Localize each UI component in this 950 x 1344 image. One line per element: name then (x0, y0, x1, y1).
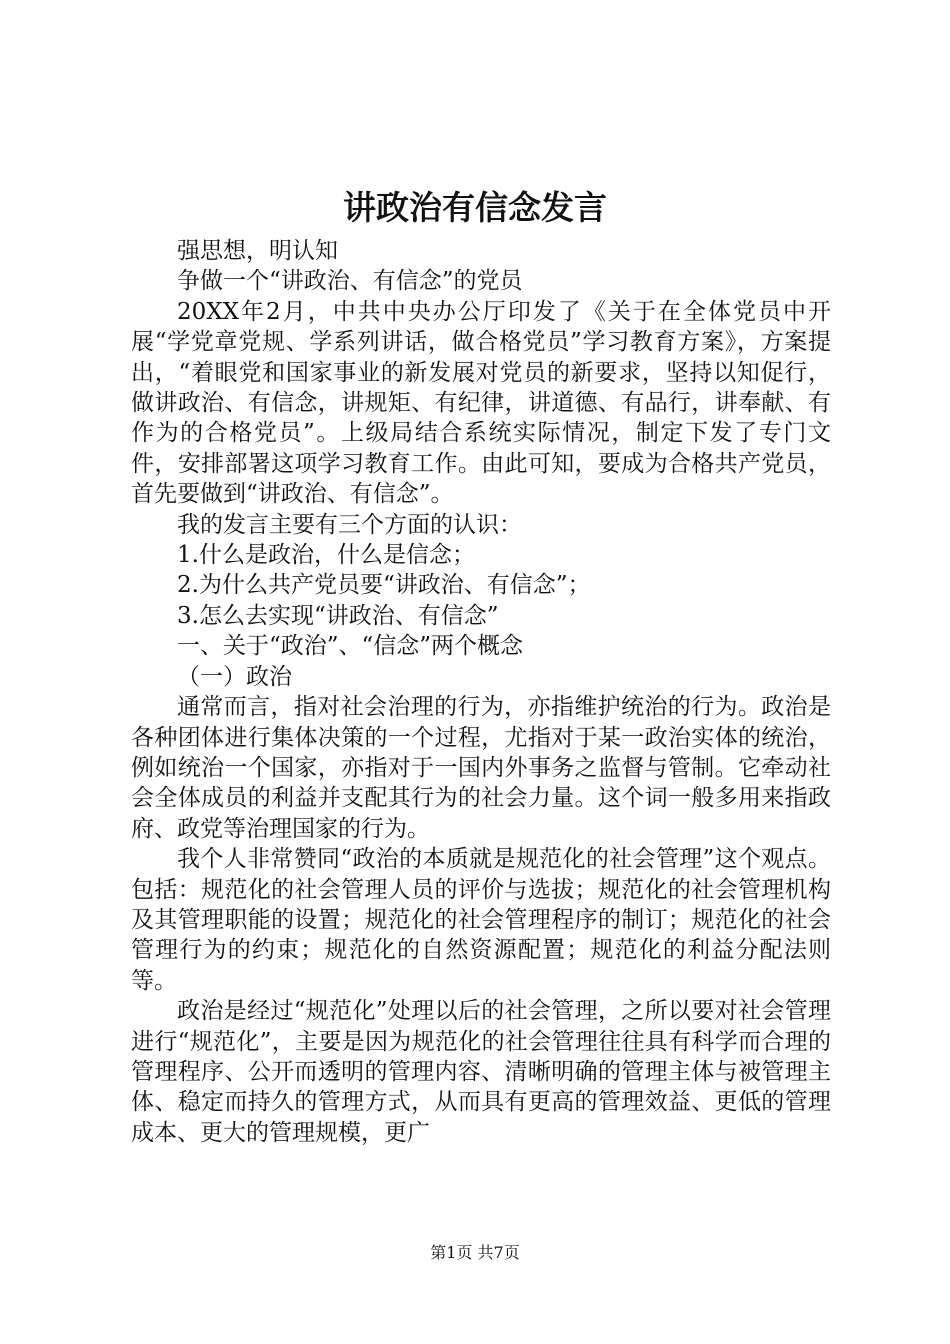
paragraph: 我的发言主要有三个方面的认识： (177, 511, 522, 538)
paragraph: 通常而言，指对社会治理的行为，亦指维护统治的行为。政治是各种团体进行集体决策的一个过程，尤指对于某一政治实体的统治，例如统治一个国家，亦指对于一国内外事务之监督与管制。它牵动社会全体成员的利益并支配其行为的社会力量。这个词一般多用来指政府、政党等治理国家的行为。 (131, 694, 831, 842)
paragraph: 3.怎么去实现“讲政治、有信念” (177, 602, 499, 629)
document-body (131, 236, 831, 1148)
paragraph: 政治是经过“规范化”处理以后的社会管理，之所以要对社会管理进行“规范化”，主要是因为规范化的社会管理往往具有科学而合理的管理程序、公开而透明的管理内容、清晰明确的管理主体与被管理主体、稳定而持久的管理方式，从而具有更高的管理效益、更低的管理成本、更大的管理规模，更广 (131, 998, 831, 1146)
page-footer: 第1页 共7页 (430, 1243, 520, 1262)
paragraph: 强思想，明认知 (177, 238, 338, 264)
subsection-heading: （一）政治 (177, 663, 292, 690)
document-title: 讲政治有信念发言 (343, 188, 607, 227)
paragraph: 2.为什么共产党员要“讲政治、有信念”； (177, 572, 591, 599)
paragraph: 20XX年2月，中共中央办公厅印发了《关于在全体党员中开展“学党章党规、学系列讲话，做合格党员”学习教育方案》，方案提出，“着眼党和国家事业的新发展对党员的新要求，坚持以知促行，做讲政治、有信念，讲规矩、有纪律，讲道德、有品行，讲奉献、有作为的合格党员”。上级局结合系统实际情况，制定下发了专门文件，安排部署这项学习教育工作。由此可知，要成为合格共产党员，首先要做到“讲政治、有信念”。 (131, 298, 831, 508)
paragraph: 我个人非常赞同“政治的本质就是规范化的社会管理”这个观点。包括：规范化的社会管理人员的评价与选拔；规范化的社会管理机构及其管理职能的设置；规范化的社会管理程序的制订；规范化的社会管理行为的约束；规范化的自然资源配置；规范化的利益分配法则等。 (131, 846, 831, 994)
section-heading: 一、关于“政治”、“信念”两个概念 (177, 633, 524, 660)
paragraph: 1.什么是政治，什么是信念； (177, 542, 475, 569)
paragraph: 争做一个“讲政治、有信念”的党员 (177, 268, 523, 295)
